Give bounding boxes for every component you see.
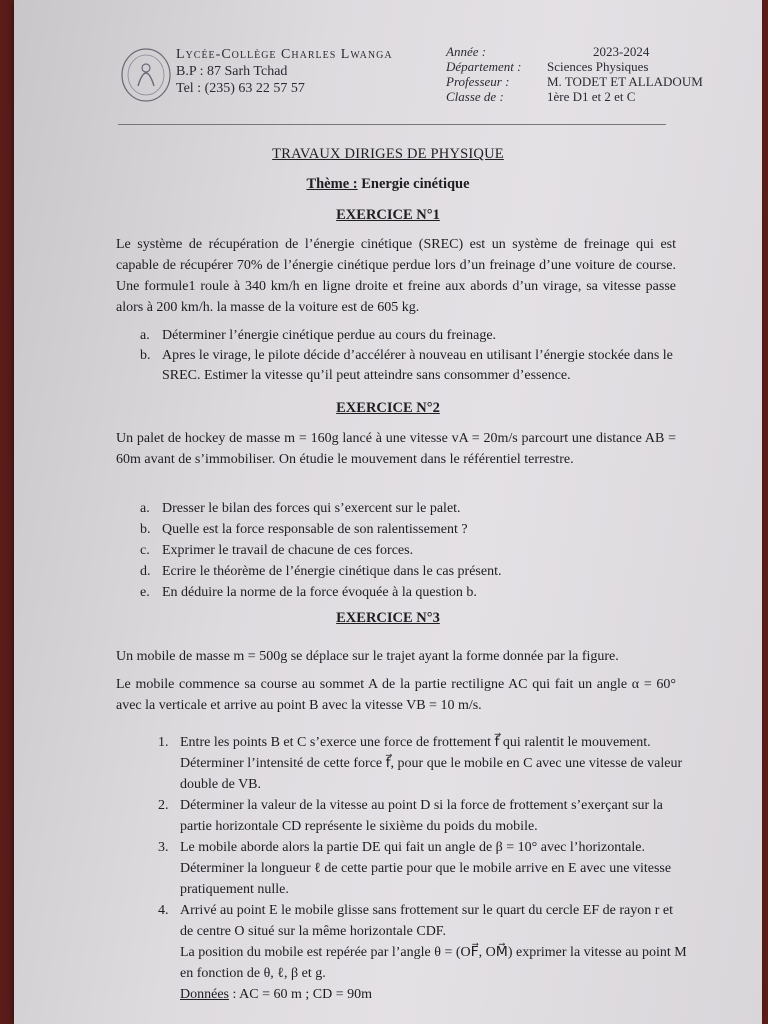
theme-label: Thème : <box>306 176 358 192</box>
exercise-3-heading: EXERCICE N°3 <box>336 610 440 626</box>
list-item: a. Déterminer l’énergie cinétique perdue au cours du freinage. <box>140 328 497 343</box>
exercise-3-text-1: Un mobile de masse m = 500g se déplace sur le trajet ayant la forme donnée par la figure. <box>116 649 619 664</box>
list-item: d. Ecrire le théorème de l’énergie cinétique dans le cas présent. <box>140 564 502 579</box>
list-item: b. Apres le virage, le pilote décide d’accélérer à nouveau en utilisant l’énergie stockée dans le SREC. Estimer la vitesse qu’il peut atteindre sans consommer d’essence. <box>140 348 673 383</box>
exercise-3-text-2: Le mobile commence sa course au sommet A de la partie rectiligne AC qui fait un angle α = 60° avec la verticale et arrive au point B avec la vitesse VB = 10 m/s. <box>116 677 676 713</box>
school-bp: B.P : 87 Sarh Tchad <box>176 64 288 79</box>
list-item: c. Exprimer le travail de chacune de ces forces. <box>140 543 414 558</box>
exercise-2-questions <box>140 498 680 603</box>
school-name: Lycée-Collège Charles Lwanga <box>176 47 393 62</box>
exercise-1-questions <box>140 326 680 386</box>
prof-label: Professeur : <box>446 74 510 89</box>
dept-label: Département : <box>446 59 522 74</box>
exercise-1-heading: EXERCICE N°1 <box>336 207 440 223</box>
school-logo-icon <box>118 46 174 104</box>
classe-label: Classe de : <box>446 89 504 104</box>
list-item: b. Quelle est la force responsable de son ralentissement ? <box>140 522 468 537</box>
list-item: e. En déduire la norme de la force évoquée à la question b. <box>140 585 477 600</box>
theme-value: Energie cinétique <box>361 176 470 192</box>
list-item: 3. Le mobile aborde alors la partie DE qui fait un angle de β = 10° avec l’horizontale. Déterminer la longueur ℓ de cette partie pour que le mobile arrive en E avec une vitesse pratiquement nulle. <box>158 840 672 897</box>
dept-value: Sciences Physiques <box>547 59 649 74</box>
classe-value: 1ère D1 et 2 et C <box>547 89 636 104</box>
course-meta <box>446 44 703 104</box>
prof-value: M. TODET ET ALLADOUM <box>547 74 703 89</box>
annee-value: 2023-2024 <box>593 44 650 59</box>
list-item: 1. Entre les points B et C s’exerce une force de frottement f⃗ qui ralentit le mouvement. Déterminer l’intensité de cette force f⃗, pour que le mobile en C avec une vitesse de valeur double de VB. <box>158 735 683 792</box>
annee-label: Année : <box>446 44 487 59</box>
exercise-1-text: Le système de récupération de l’énergie cinétique (SREC) est un système de freinage qui est capable de récupérer 70% de l’énergie cinétique perdue lors d’un freinage d’une voiture de course. Une formule1 roule à 340 km/h en ligne droite et freine aux abords d’un virage, sa vitesse passe alors à 200 km/h. la masse de la voiture est de 605 kg. <box>116 237 676 315</box>
question-4-continuation: La position du mobile est repérée par l’angle θ = (OF⃗, OM⃗) exprimer la vitesse au point M en fonction de θ, ℓ, β et g. <box>180 945 687 981</box>
page-title: TRAVAUX DIRIGES DE PHYSIQUE <box>272 146 504 162</box>
theme-line <box>14 176 762 193</box>
exercise-2-heading: EXERCICE N°2 <box>336 400 440 416</box>
header-divider <box>118 124 666 125</box>
donnees-label: Données <box>180 987 229 1002</box>
exercise-2-text: Un palet de hockey de masse m = 160g lancé à une vitesse vA = 20m/s parcourt une distance AB = 60m avant de s’immobiliser. On étudie le mouvement dans le référentiel terrestre. <box>116 431 676 467</box>
school-info <box>176 46 393 97</box>
list-item: a. Dresser le bilan des forces qui s’exercent sur le palet. <box>140 501 461 516</box>
list-item: 2. Déterminer la valeur de la vitesse au point D si la force de frottement s’exerçant sur la partie horizontale CD représente le sixième du poids du mobile. <box>158 798 663 834</box>
donnees-value: : AC = 60 m ; CD = 90m <box>229 987 372 1002</box>
school-tel: Tel : (235) 63 22 57 57 <box>176 81 305 96</box>
exercise-3-questions <box>158 732 688 1005</box>
document-page <box>14 0 762 1024</box>
list-item: 4. Arrivé au point E le mobile glisse sans frottement sur le quart du cercle EF de rayon r et de centre O situé sur la même horizontale CDF. La position du mobile est repérée par l’angle θ = (OF⃗, OM⃗) exprimer la vitesse au point M en fonction de θ, ℓ, β et g. Données : AC = 60 m ; CD = 90m <box>158 903 687 1002</box>
